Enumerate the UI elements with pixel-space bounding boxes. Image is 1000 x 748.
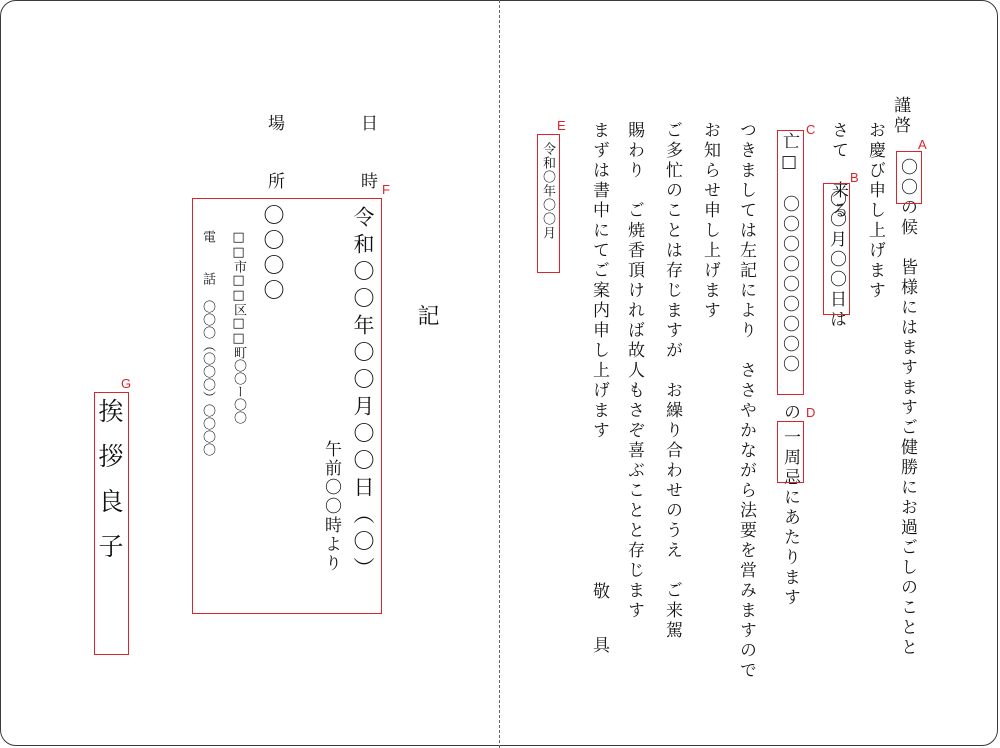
letter-col-3-post: は (826, 310, 846, 330)
marker-C: C (806, 122, 816, 137)
closing-keigu: 敬 具 (589, 582, 609, 663)
letter-col-2-text: お慶び申し上げます (865, 121, 885, 301)
memorial-date: 〇〇月〇〇日 (826, 190, 846, 310)
letter-col-3-pre: さて 来る (828, 121, 848, 221)
marker-F: F (382, 182, 390, 197)
letter-col-4b (781, 403, 798, 423)
nichiji-label: 日 時 (357, 114, 377, 201)
marker-E: E (557, 118, 566, 133)
letter-col-2b (898, 158, 915, 658)
event-date: 令和〇〇年〇〇月〇〇日（〇） (351, 206, 375, 584)
letter-col-2 (866, 121, 883, 301)
venue-name: 〇〇〇〇 (261, 204, 285, 304)
basho-label: 場 所 (264, 114, 284, 201)
season-placeholder: 〇〇 (897, 158, 917, 198)
venue-phone: 〇〇〇（〇〇〇）〇〇〇〇 (200, 300, 215, 456)
letter-date: 令和〇年〇〇月 (540, 142, 555, 240)
memorial-box-D (777, 421, 804, 483)
letter-col-6: お知らせ申し上げます (700, 121, 720, 321)
letter-col-1: 謹啓 (890, 96, 910, 136)
marker-D: D (806, 405, 816, 420)
date-box-B (823, 183, 850, 315)
tel-label: 電 話 (200, 230, 215, 293)
letter-col-8: 賜わり ご焼香頂ければ故人もさぞ喜ぶことと存じます (624, 121, 644, 621)
ki-heading: 記 (414, 304, 439, 326)
sender-box-G (94, 392, 129, 655)
letter-col-7: ご多忙のことは存じますが お繰り合わせのうえ ご来駕 (662, 121, 682, 641)
letter-col-5: つきましては左記により ささやかながら法要を営みますので (736, 121, 756, 681)
name-box-C (777, 130, 804, 395)
season-box-A (896, 151, 922, 204)
marker-G: G (121, 376, 132, 391)
letter-col-4-post: にあたります (780, 488, 800, 608)
marker-B: B (850, 170, 859, 185)
deceased-name: 亡□ 〇〇〇〇〇〇〇〇〇 (779, 132, 799, 375)
marker-A: A (918, 137, 927, 152)
memorial-type: 一周忌 (780, 428, 800, 488)
fold-line (499, 0, 500, 748)
event-time: 午前〇〇時より (321, 440, 341, 573)
sender-name: 挨拶良子 (95, 398, 124, 578)
venue-address: □□市□□区□□町〇〇ー〇〇 (231, 230, 246, 424)
letter-col-9: まずは書中にてご案内申し上げます (589, 121, 609, 441)
date-box-E (537, 134, 560, 273)
no-particle: の (780, 403, 800, 423)
greeting-text: の候 皆様にはますますご健勝にお過ごしのことと (897, 198, 917, 658)
